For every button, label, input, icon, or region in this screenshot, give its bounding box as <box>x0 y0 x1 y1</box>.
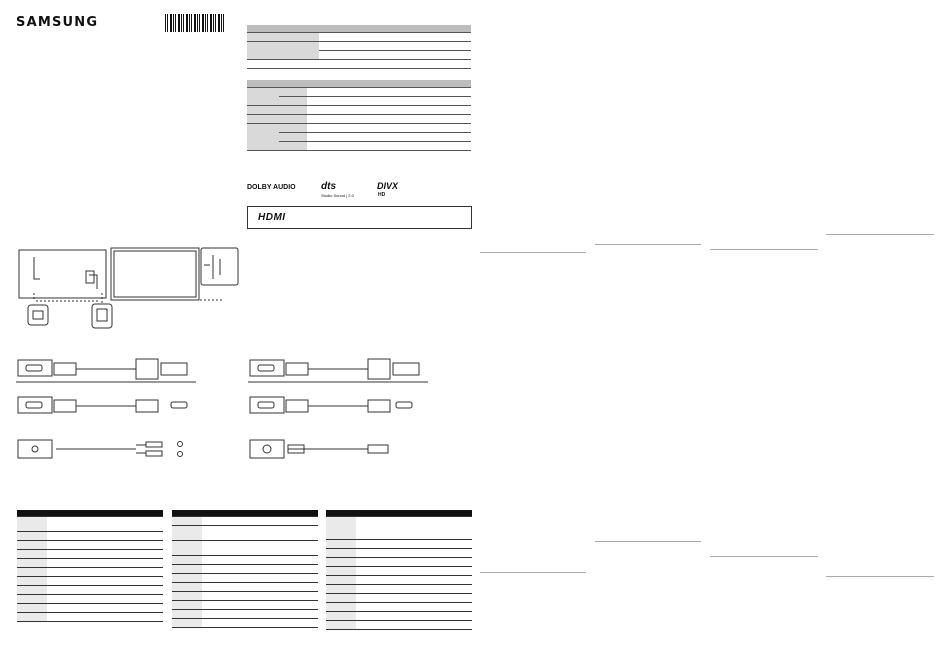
panel-rule <box>710 556 818 557</box>
samsung-logo: SAMSUNG <box>16 15 99 30</box>
tv-connection-diagram <box>14 245 244 335</box>
panel-rule <box>826 234 934 235</box>
panel-rule <box>710 249 818 250</box>
certification-logos <box>247 181 471 201</box>
barcode <box>165 14 225 32</box>
bottom-table-2 <box>172 510 318 628</box>
panel-rule <box>595 541 701 542</box>
spec-table-2 <box>247 80 471 151</box>
cable-diagrams-left <box>16 355 206 465</box>
panel-rule <box>480 572 586 573</box>
bottom-table-3 <box>326 510 472 630</box>
hdmi-logo: HDMI <box>258 212 286 223</box>
dts-sub: Studio Sound | 2.0 <box>321 193 354 198</box>
cable-diagrams-right <box>248 355 438 465</box>
hdmi-box <box>247 206 472 229</box>
divx-logo: DIVX <box>377 181 399 191</box>
panel-rule <box>595 244 701 245</box>
panel-rule <box>826 576 934 577</box>
dolby-logo: DOLBY AUDIO <box>247 184 296 191</box>
spec-table-1 <box>247 25 471 69</box>
panel-rule <box>480 252 586 253</box>
divx-sub: HD <box>378 192 386 198</box>
dts-logo: dts <box>321 181 336 192</box>
bottom-table-1 <box>17 510 163 622</box>
